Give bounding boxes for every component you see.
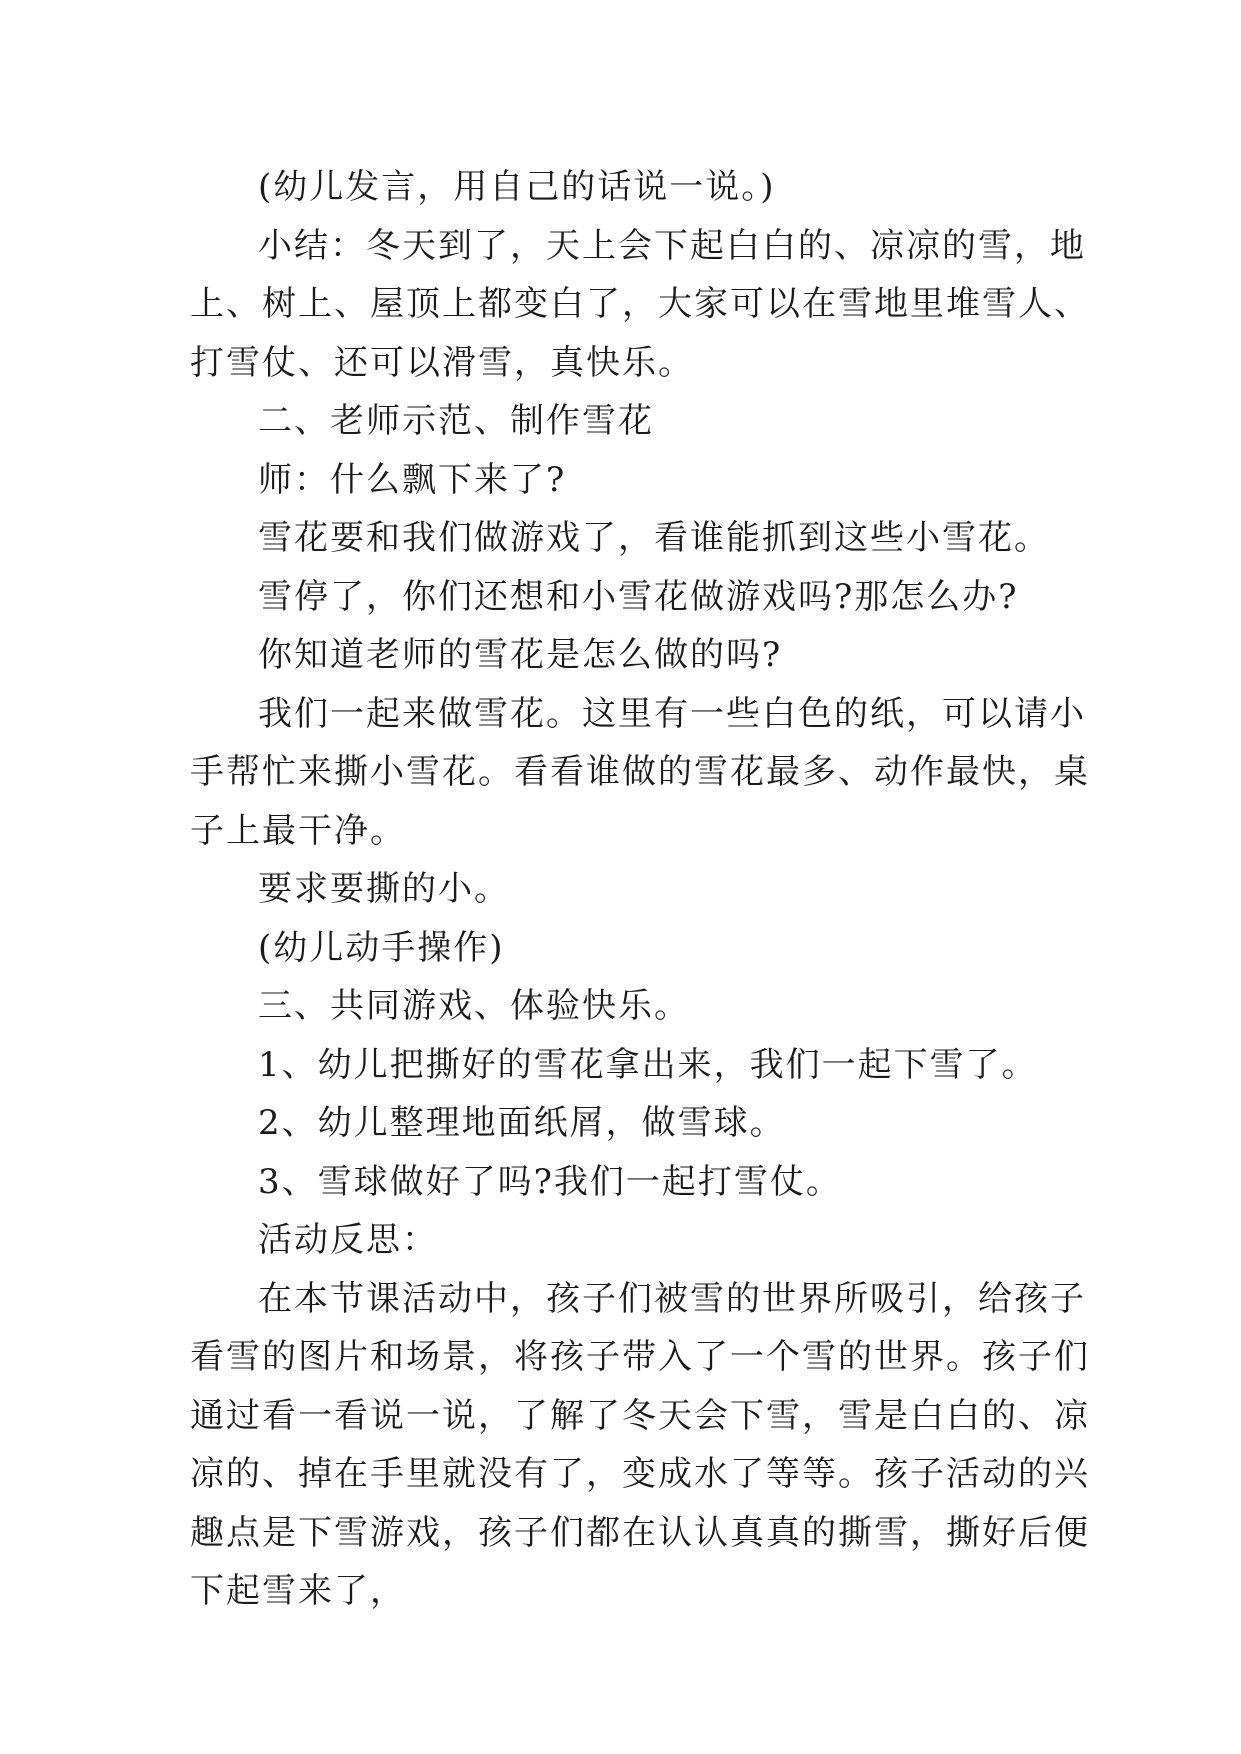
paragraph: (幼儿发言，用自己的话说一说。) [258, 167, 776, 207]
list-item: 3、雪球做好了吗?我们一起打雪仗。 [258, 1161, 842, 1202]
section-heading: 二、老师示范、制作雪花 [258, 401, 654, 441]
paragraph: 你知道老师的雪花是怎么做的吗? [258, 635, 783, 675]
paragraph: 在本节课活动中，孩子们被雪的世界所吸引，给孩子看雪的图片和场景，将孩子带入了一个雪的世界。孩子们通过看一看说一说，了解了冬天会下雪，雪是白白的、凉凉的、掉在手里就没有了，变成水了等等。孩子活动的兴趣点是下雪游戏，孩子们都在认认真真的撕雪，撕好后便下起雪来了， [190, 1278, 1090, 1611]
section-heading: 活动反思： [258, 1220, 438, 1260]
paragraph: 雪花要和我们做游戏了，看谁能抓到这些小雪花。 [258, 518, 1050, 558]
document-body [190, 158, 1090, 1621]
section-heading: 三、共同游戏、体验快乐。 [258, 986, 690, 1026]
paragraph: 要求要撕的小。 [258, 869, 510, 909]
list-item: 2、幼儿整理地面纸屑，做雪球。 [258, 1103, 786, 1143]
paragraph: (幼儿动手操作) [258, 927, 505, 968]
paragraph: 雪停了，你们还想和小雪花做游戏吗?那怎么办? [258, 576, 1019, 617]
paragraph: 师：什么飘下来了? [258, 459, 567, 500]
list-item: 1、幼儿把撕好的雪花拿出来，我们一起下雪了。 [258, 1044, 1038, 1085]
paragraph: 小结：冬天到了，天上会下起白白的、凉凉的雪，地上、树上、屋顶上都变白了，大家可以在雪地里堆雪人、打雪仗、还可以滑雪，真快乐。 [190, 225, 1090, 383]
paragraph: 我们一起来做雪花。这里有一些白色的纸，可以请小手帮忙来撕小雪花。看看谁做的雪花最多、动作最快，桌子上最干净。 [190, 693, 1090, 851]
